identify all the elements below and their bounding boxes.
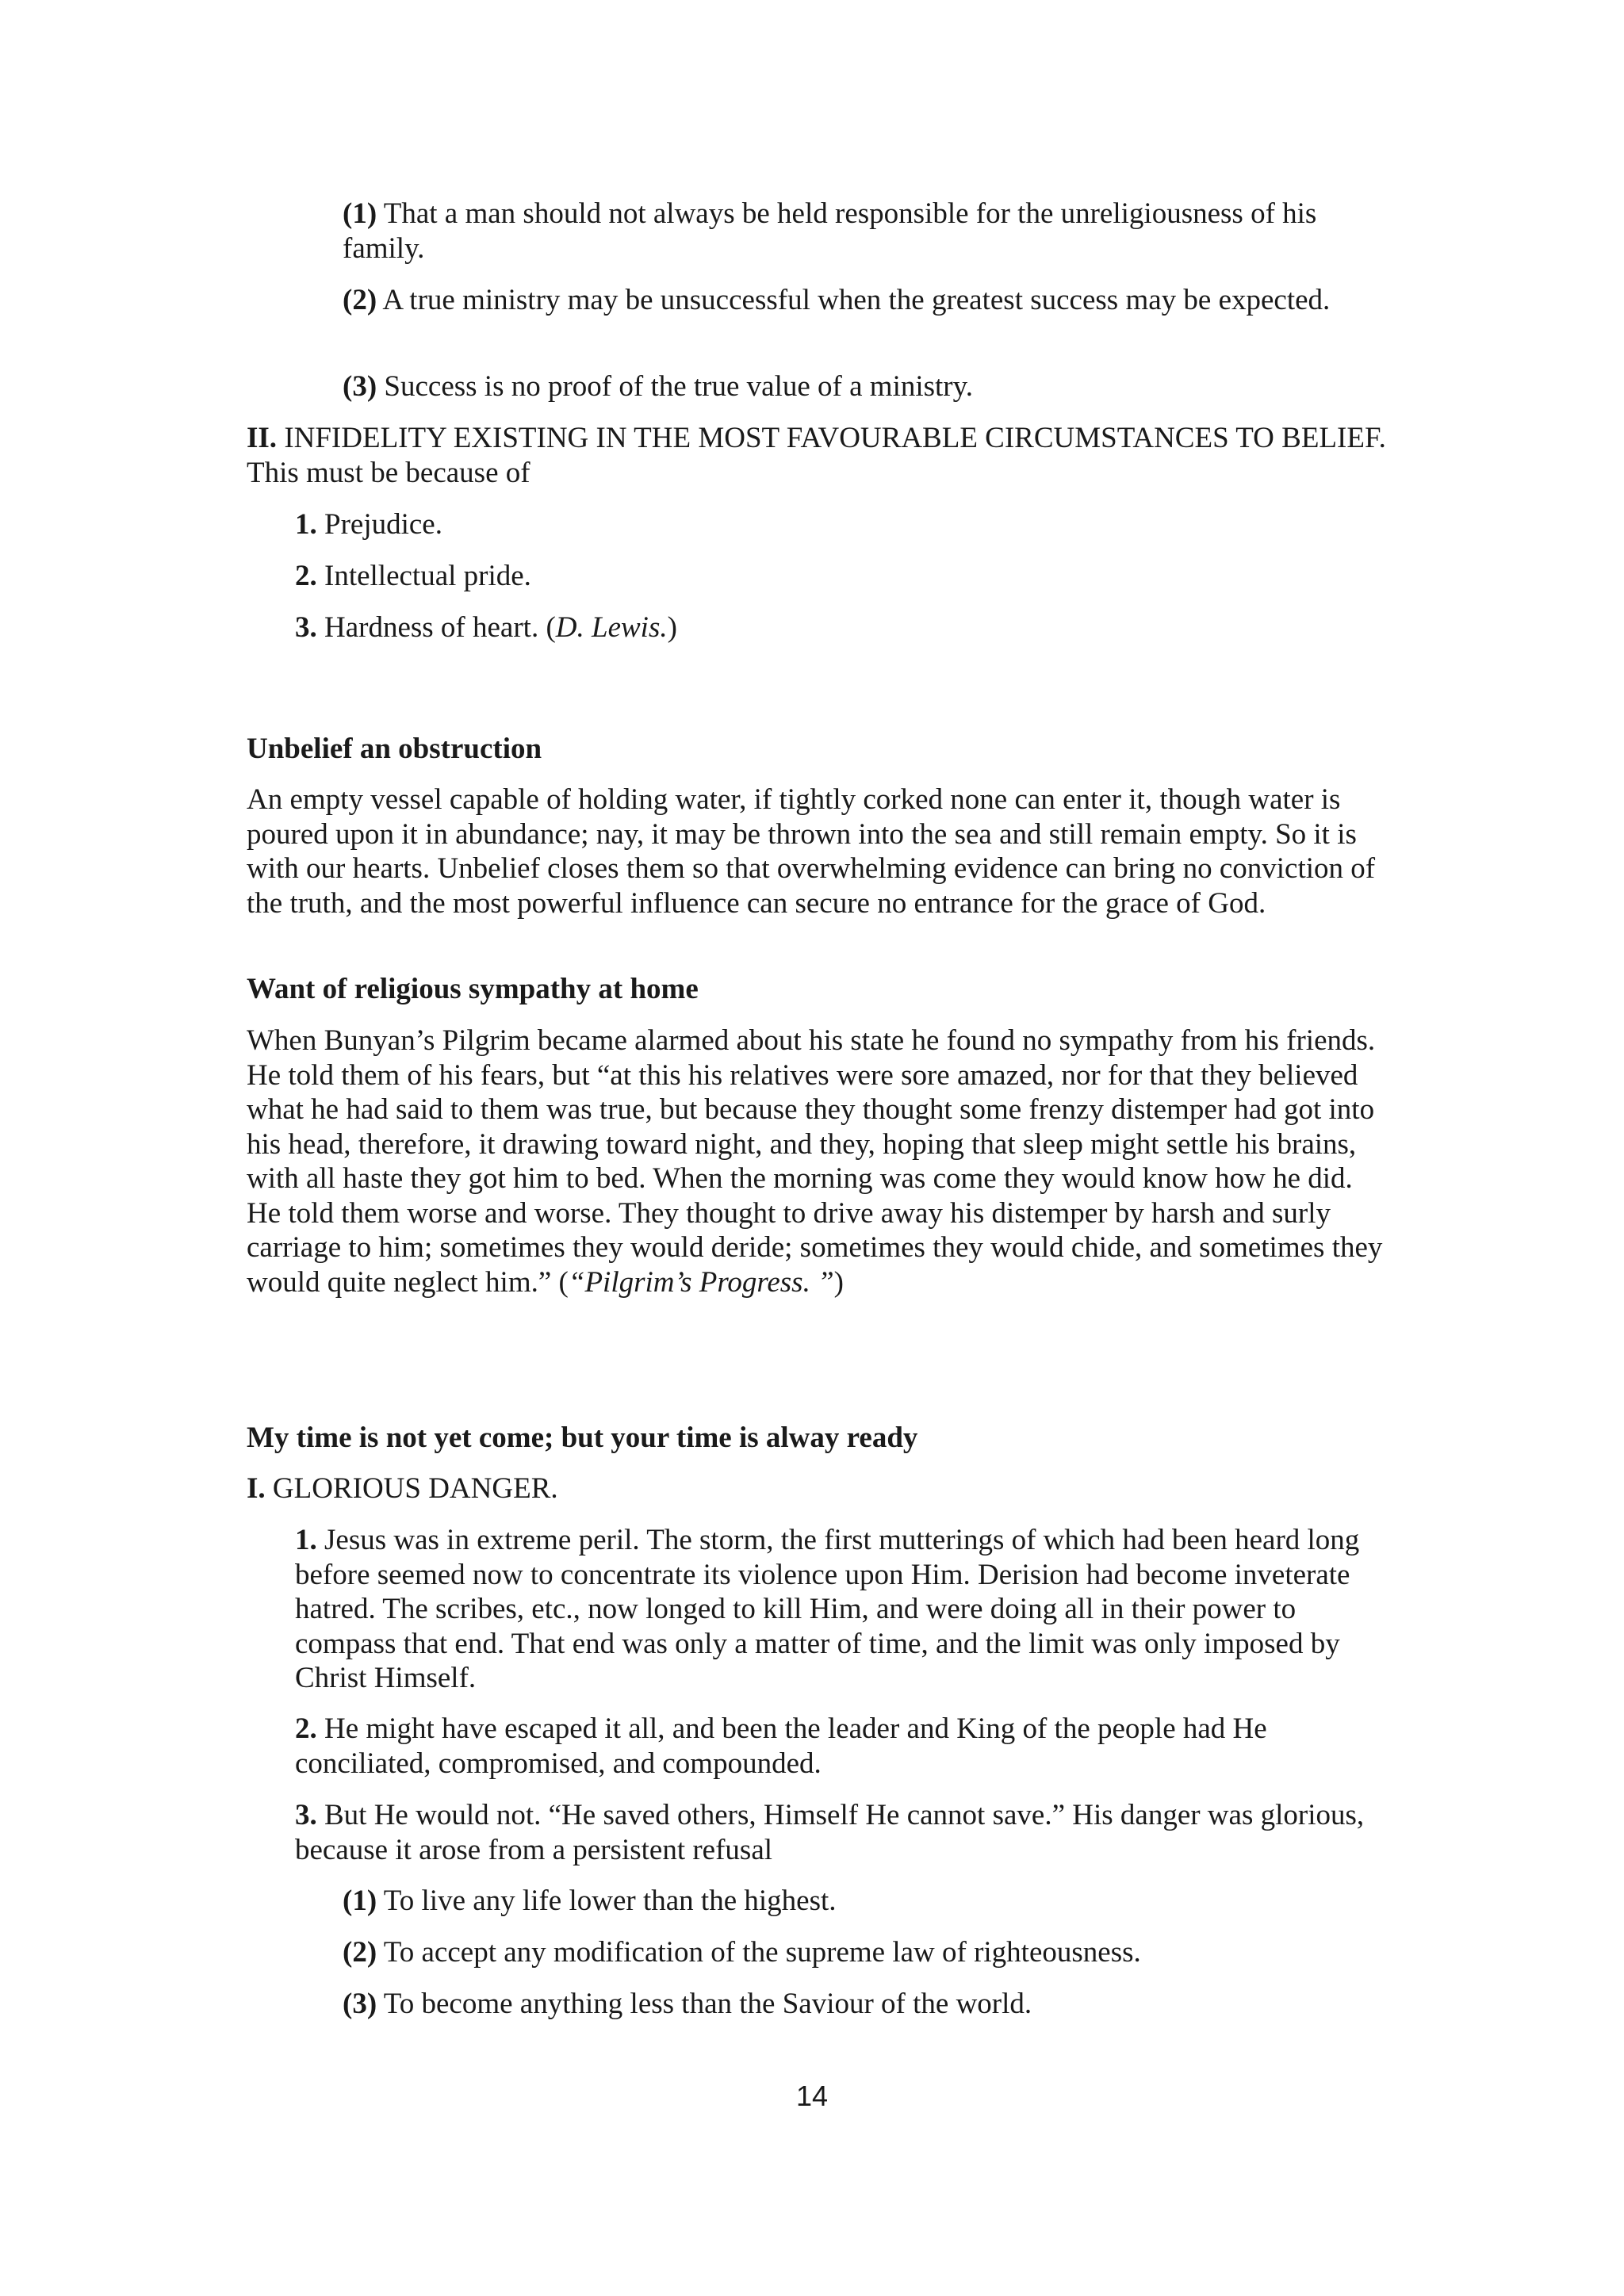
section-heading: My time is not yet come; but your time is alway ready bbox=[247, 1422, 918, 1454]
item-text: That a man should not always be held responsible for the unreligiousness of his family. bbox=[343, 197, 1317, 265]
point-text: GLORIOUS DANGER. bbox=[265, 1472, 558, 1505]
list-item bbox=[343, 1935, 1389, 1970]
citation: “Pilgrim’s Progress. ” bbox=[568, 1265, 834, 1299]
list-item bbox=[343, 1884, 1389, 1919]
list-item bbox=[343, 1987, 1389, 2022]
list-item bbox=[343, 369, 1389, 404]
list-item bbox=[343, 197, 1389, 266]
item-number: 2. bbox=[295, 560, 317, 592]
section-point bbox=[247, 1471, 1388, 1506]
list-item bbox=[295, 559, 1389, 594]
item-number: (1) bbox=[343, 1885, 377, 1917]
item-text: But He would not. “He saved others, Himself He cannot save.” His danger was glorious, because it arose from a persistent refusal bbox=[295, 1799, 1365, 1866]
page-number: 14 bbox=[795, 2080, 829, 2112]
item-text: Intellectual pride. bbox=[316, 560, 531, 592]
item-text: Success is no proof of the true value of a ministry. bbox=[377, 370, 973, 403]
paragraph-text: When Bunyan’s Pilgrim became alarmed about his state he found no sympathy from his friends. He told them of his fears, but “at this his relatives were sore amazed, nor for that they believed what he had said to them was true, but because they thought some frenzy distemper had got into his head, therefore, it drawing toward night, and they, hoping that sleep might settle his brains, with all haste they got him to bed. When the morning was come they would know how he did. He told them worse and worse. They thought to drive away his distemper by harsh and surly carriage to him; sometimes they would deride; sometimes they would chide, and sometimes they would quite neglect him.” ( bbox=[247, 1024, 1383, 1299]
item-number: (2) bbox=[343, 284, 377, 316]
section-heading: Want of religious sympathy at home bbox=[247, 973, 699, 1005]
item-text: To live any life lower than the highest. bbox=[377, 1885, 837, 1917]
item-text: Hardness of heart. ( bbox=[316, 611, 556, 644]
point-number: I. bbox=[247, 1472, 266, 1505]
paragraph: An empty vessel capable of holding water, if tightly corked none can enter it, though water is poured upon it in abundance; nay, it may be thrown into the sea and still remain empty. So it is with our hearts. Unbelief closes them so that overwhelming evidence can bring no conviction of the truth, and the most powerful influence can secure no entrance for the grace of God. bbox=[247, 783, 1376, 920]
item-number: 1. bbox=[295, 1524, 317, 1556]
list-item bbox=[343, 283, 1389, 318]
item-text: A true ministry may be unsuccessful when the greatest success may be expected. bbox=[377, 284, 1331, 316]
item-number: (3) bbox=[343, 1988, 377, 2020]
item-number: (2) bbox=[343, 1936, 377, 1969]
item-text: To accept any modification of the supreme law of righteousness. bbox=[377, 1936, 1141, 1969]
point-text: INFIDELITY EXISTING IN THE MOST FAVOURABLE CIRCUMSTANCES TO BELIEF. This must be because of bbox=[247, 422, 1386, 489]
item-number: 1. bbox=[295, 508, 317, 541]
list-item bbox=[295, 507, 1389, 542]
section-heading: Unbelief an obstruction bbox=[247, 733, 542, 765]
paragraph bbox=[247, 1024, 1388, 1299]
list-item bbox=[295, 1712, 1389, 1781]
item-text: Jesus was in extreme peril. The storm, the first mutterings of which had been heard long before seemed now to concentrate its violence upon Him. Derision had become inveterate hatred. The scribes, etc., now longed to kill Him, and were doing all in their power to compass that end. That end was only a matter of time, and the limit was only imposed by Christ Himself. bbox=[295, 1524, 1360, 1694]
item-text: To become anything less than the Saviour of the world. bbox=[377, 1988, 1032, 2020]
citation-close: ) bbox=[667, 611, 677, 644]
list-item bbox=[295, 1523, 1389, 1696]
point-number: II. bbox=[247, 422, 278, 454]
item-number: 3. bbox=[295, 611, 317, 644]
item-number: (1) bbox=[343, 197, 377, 230]
section-point bbox=[247, 421, 1388, 490]
item-text: He might have escaped it all, and been the leader and King of the people had He conciliated, compromised, and compounded. bbox=[295, 1712, 1267, 1780]
item-number: 2. bbox=[295, 1712, 317, 1745]
citation: D. Lewis. bbox=[555, 611, 668, 644]
item-text: Prejudice. bbox=[316, 508, 442, 541]
citation-close: ) bbox=[833, 1265, 844, 1299]
list-item bbox=[295, 610, 1389, 645]
list-item bbox=[295, 1798, 1389, 1867]
item-number: 3. bbox=[295, 1799, 317, 1831]
item-number: (3) bbox=[343, 370, 377, 403]
